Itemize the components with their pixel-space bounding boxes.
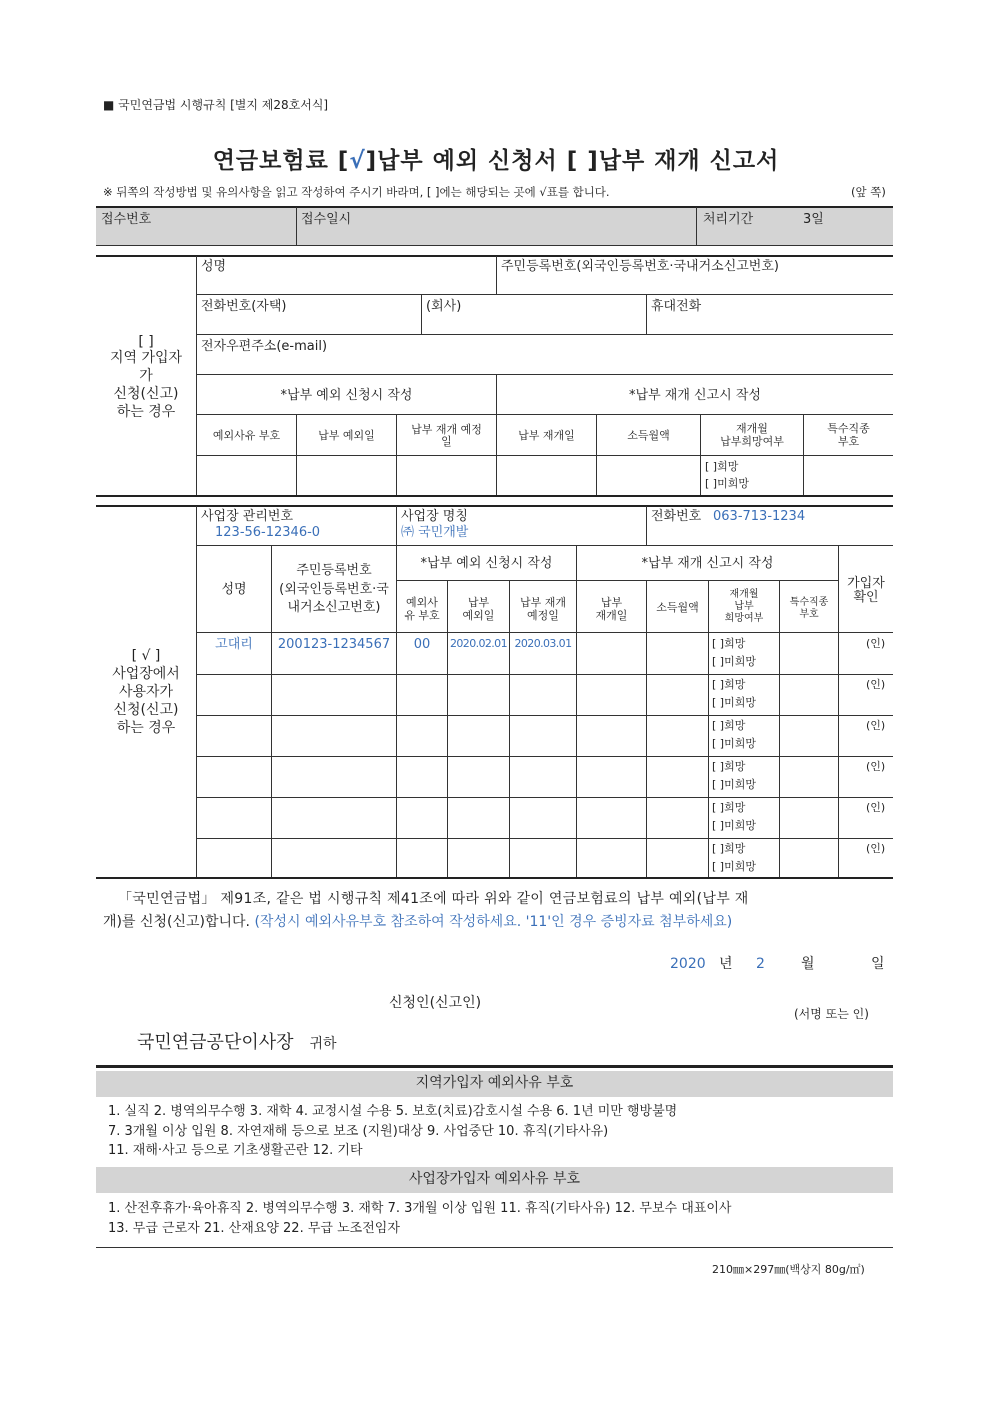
regional-phone-office-label: (회사) — [426, 299, 462, 314]
workplace-col-special-1: 특수직종 — [789, 597, 829, 608]
sign-label: (서명 또는 인) — [794, 1007, 869, 1021]
recipient-name: 국민연금공단이사장 — [137, 1032, 294, 1053]
row-no-wish-option[interactable]: [ ]미희망 — [712, 860, 756, 873]
workplace-col-income: 소득월액 — [656, 601, 699, 614]
page-side: (앞 쪽) — [851, 185, 886, 199]
date-year-label: 년 — [719, 956, 733, 972]
workplace-name-value: ㈜ 국민개발 — [401, 525, 469, 540]
workplace-col-exempt-2: 예외일 — [462, 609, 495, 622]
workplace-exempt-section: *납부 예외 신청시 작성 — [420, 556, 553, 571]
row-no-wish-option[interactable]: [ ]미희망 — [712, 819, 756, 832]
regional-col-resume-plan-1: 납부 재개 예정 — [411, 423, 482, 436]
reception-number-label: 접수번호 — [101, 212, 152, 227]
row-no-wish-option[interactable]: [ ]미희망 — [712, 696, 756, 709]
title-check-mark: √ — [349, 148, 366, 174]
workplace-label-2: 사용자가 — [118, 684, 174, 700]
regional-col-wish-2: 납부희망여부 — [720, 435, 784, 448]
paper-size: 210㎜×297㎜(백상지 80g/㎡) — [712, 1263, 865, 1276]
workplace-codes-title: 사업장가입자 예외사유 부호 — [408, 1171, 581, 1187]
date-year[interactable]: 2020 — [670, 956, 706, 972]
regional-codes-line-1: 1. 실직 2. 병역의무수행 3. 재학 4. 교정시설 수용 5. 보호(치료)감호시설 수용 6. 1년 미만 행방불명 — [108, 1104, 678, 1119]
row-seal[interactable]: (인) — [866, 678, 886, 691]
workplace-mgmt-no-value: 123-56-12346-0 — [215, 525, 321, 540]
workplace-phone-value: 063-713-1234 — [713, 509, 806, 524]
workplace-codes-line-2: 13. 무급 근로자 21. 산재요양 22. 무급 노조전임자 — [108, 1221, 400, 1236]
regional-codes-line-3: 11. 재해·사고 등으로 기초생활곤란 12. 기타 — [108, 1143, 363, 1158]
regional-col-resume-plan-2: 일 — [441, 435, 452, 448]
workplace-codes-line-1: 1. 산전후휴가·육아휴직 2. 병역의무수행 3. 재학 7. 3개월 이상 입원 11. 휴직(기타사유) 12. 무보수 대표이사 — [108, 1201, 732, 1216]
workplace-col-confirm-2: 확인 — [853, 590, 879, 605]
declaration-line1: 「국민연금법」 제91조, 같은 법 시행규칙 제41조에 따라 위와 같이 연금보험료의 납부 예외(납부 재 — [118, 891, 749, 907]
workplace-col-resume-2: 재개일 — [595, 609, 628, 622]
date-month[interactable]: 2 — [756, 956, 765, 972]
workplace-col-name: 성명 — [221, 582, 247, 597]
regional-col-special-2: 부호 — [837, 435, 860, 448]
regional-col-resume-date: 납부 재개일 — [518, 429, 575, 442]
regional-col-exempt-date: 납부 예외일 — [318, 429, 375, 442]
regional-label-4: 하는 경우 — [116, 404, 176, 420]
regional-label-1: 지역 가입자 — [109, 350, 183, 366]
workplace-name-label: 사업장 명칭 — [401, 509, 468, 524]
regional-wish-option[interactable]: [ ]희망 — [705, 460, 739, 473]
declaration-line2 — [103, 914, 732, 931]
row-wish-option[interactable]: [ ]희망 — [712, 719, 746, 732]
regional-col-special-1: 특수직종 — [827, 422, 870, 435]
regional-col-wish-1: 재개월 — [736, 422, 768, 435]
workplace-mgmt-no-label: 사업장 관리번호 — [201, 509, 294, 524]
declaration-line2-text: 개)를 신청(신고)합니다. — [103, 914, 251, 930]
row-exempt-date[interactable]: 2020.02.01 — [450, 637, 507, 650]
regional-checkbox[interactable]: [ ] — [138, 334, 154, 350]
row-name[interactable]: 고대리 — [215, 637, 253, 652]
regional-email-label: 전자우편주소(e-mail) — [201, 339, 328, 354]
regional-resume-section: *납부 재개 신고시 작성 — [629, 388, 761, 403]
row-seal[interactable]: (인) — [866, 801, 886, 814]
row-no-wish-option[interactable]: [ ]미희망 — [712, 778, 756, 791]
workplace-label-1: 사업장에서 — [112, 666, 180, 682]
processing-period-value: 3일 — [803, 212, 824, 227]
row-plan-date[interactable]: 2020.03.01 — [514, 637, 572, 650]
instruction-text: ※ 뒤쪽의 작성방법 및 유의사항을 읽고 작성하여 주시기 바라며, [ ]에는 해당되는 곳에 √표를 합니다. — [103, 185, 610, 199]
row-seal[interactable]: (인) — [866, 637, 886, 650]
row-reason-code[interactable]: 00 — [413, 637, 431, 652]
workplace-col-wish-3: 희망여부 — [724, 613, 764, 624]
form-title — [0, 148, 992, 176]
title-part1: 연금보험료 [ — [212, 148, 350, 174]
regional-exempt-section: *납부 예외 신청시 작성 — [280, 388, 413, 403]
row-wish-option[interactable]: [ ]희망 — [712, 801, 746, 814]
workplace-col-reason-1: 예외사 — [406, 596, 438, 609]
regional-label-3: 신청(신고) — [113, 386, 179, 402]
row-seal[interactable]: (인) — [866, 842, 886, 855]
applicant-label: 신청인(신고인) — [389, 995, 482, 1011]
workplace-checkbox[interactable] — [96, 648, 196, 665]
reception-date-label: 접수일시 — [301, 212, 352, 227]
row-no-wish-option[interactable]: [ ]미희망 — [712, 655, 756, 668]
workplace-label-4: 하는 경우 — [116, 720, 176, 736]
recipient — [137, 1032, 337, 1054]
regional-mobile-label: 휴대전화 — [651, 299, 702, 314]
workplace-col-rrn-3: 내거소신고번호) — [287, 600, 381, 615]
regional-col-income: 소득월액 — [627, 429, 670, 442]
row-wish-option[interactable]: [ ]희망 — [712, 842, 746, 855]
workplace-col-plan-1: 납부 재개 — [519, 596, 566, 609]
date-month-label: 월 — [801, 956, 815, 972]
row-seal[interactable]: (인) — [866, 719, 886, 732]
workplace-col-wish-1: 재개월 — [729, 589, 759, 600]
workplace-col-wish-2: 납부 — [734, 601, 754, 612]
title-part2: ]납부 예외 신청서 [ ]납부 재개 신고서 — [365, 148, 780, 174]
regional-label-2: 가 — [139, 368, 153, 384]
regional-codes-line-2: 7. 3개월 이상 입원 8. 자연재해 등으로 보조 (지원)대상 9. 사업중단 10. 휴직(기타사유) — [108, 1124, 609, 1139]
workplace-checkbox-mark: [ √ ] — [131, 648, 161, 664]
regional-rrn-label: 주민등록번호(외국인등록번호·국내거소신고번호) — [501, 259, 779, 274]
recipient-suffix: 귀하 — [309, 1036, 337, 1052]
regional-name-label: 성명 — [201, 259, 227, 274]
workplace-col-plan-2: 예정일 — [527, 609, 559, 622]
workplace-col-resume-1: 납부 — [600, 596, 623, 609]
row-seal[interactable]: (인) — [866, 760, 886, 773]
workplace-col-rrn-1: 주민등록번호 — [296, 563, 372, 578]
date-day-label: 일 — [871, 956, 885, 972]
workplace-col-special-2: 부호 — [799, 609, 819, 620]
regional-phone-home-label: 전화번호(자택) — [201, 299, 287, 314]
workplace-phone-label: 전화번호 — [651, 509, 702, 524]
row-rrn[interactable]: 200123-1234567 — [277, 637, 391, 652]
legal-reference: ■ 국민연금법 시행규칙 [별지 제28호서식] — [103, 98, 329, 112]
row-wish-option[interactable]: [ ]희망 — [712, 760, 746, 773]
workplace-resume-section: *납부 재개 신고시 작성 — [641, 556, 774, 571]
row-wish-option[interactable]: [ ]희망 — [712, 678, 746, 691]
regional-col-reason: 예외사유 부호 — [212, 429, 281, 442]
workplace-col-confirm-1: 가입자 — [847, 576, 885, 591]
processing-period-label: 처리기간 — [703, 212, 754, 227]
regional-no-wish-option[interactable]: [ ]미희망 — [705, 477, 749, 490]
row-no-wish-option[interactable]: [ ]미희망 — [712, 737, 756, 750]
regional-codes-title: 지역가입자 예외사유 부호 — [415, 1075, 574, 1091]
reception-bar — [96, 207, 893, 245]
workplace-label-3: 신청(신고) — [113, 702, 179, 718]
declaration-note: (작성시 예외사유부호 참조하여 작성하세요. '11'인 경우 증빙자료 첨부하세요) — [254, 914, 733, 930]
workplace-col-reason-2: 유 부호 — [404, 609, 440, 622]
row-wish-option[interactable]: [ ]희망 — [712, 637, 746, 650]
workplace-col-exempt-1: 납부 — [467, 596, 490, 609]
workplace-col-rrn-2: (외국인등록번호·국 — [279, 582, 389, 597]
